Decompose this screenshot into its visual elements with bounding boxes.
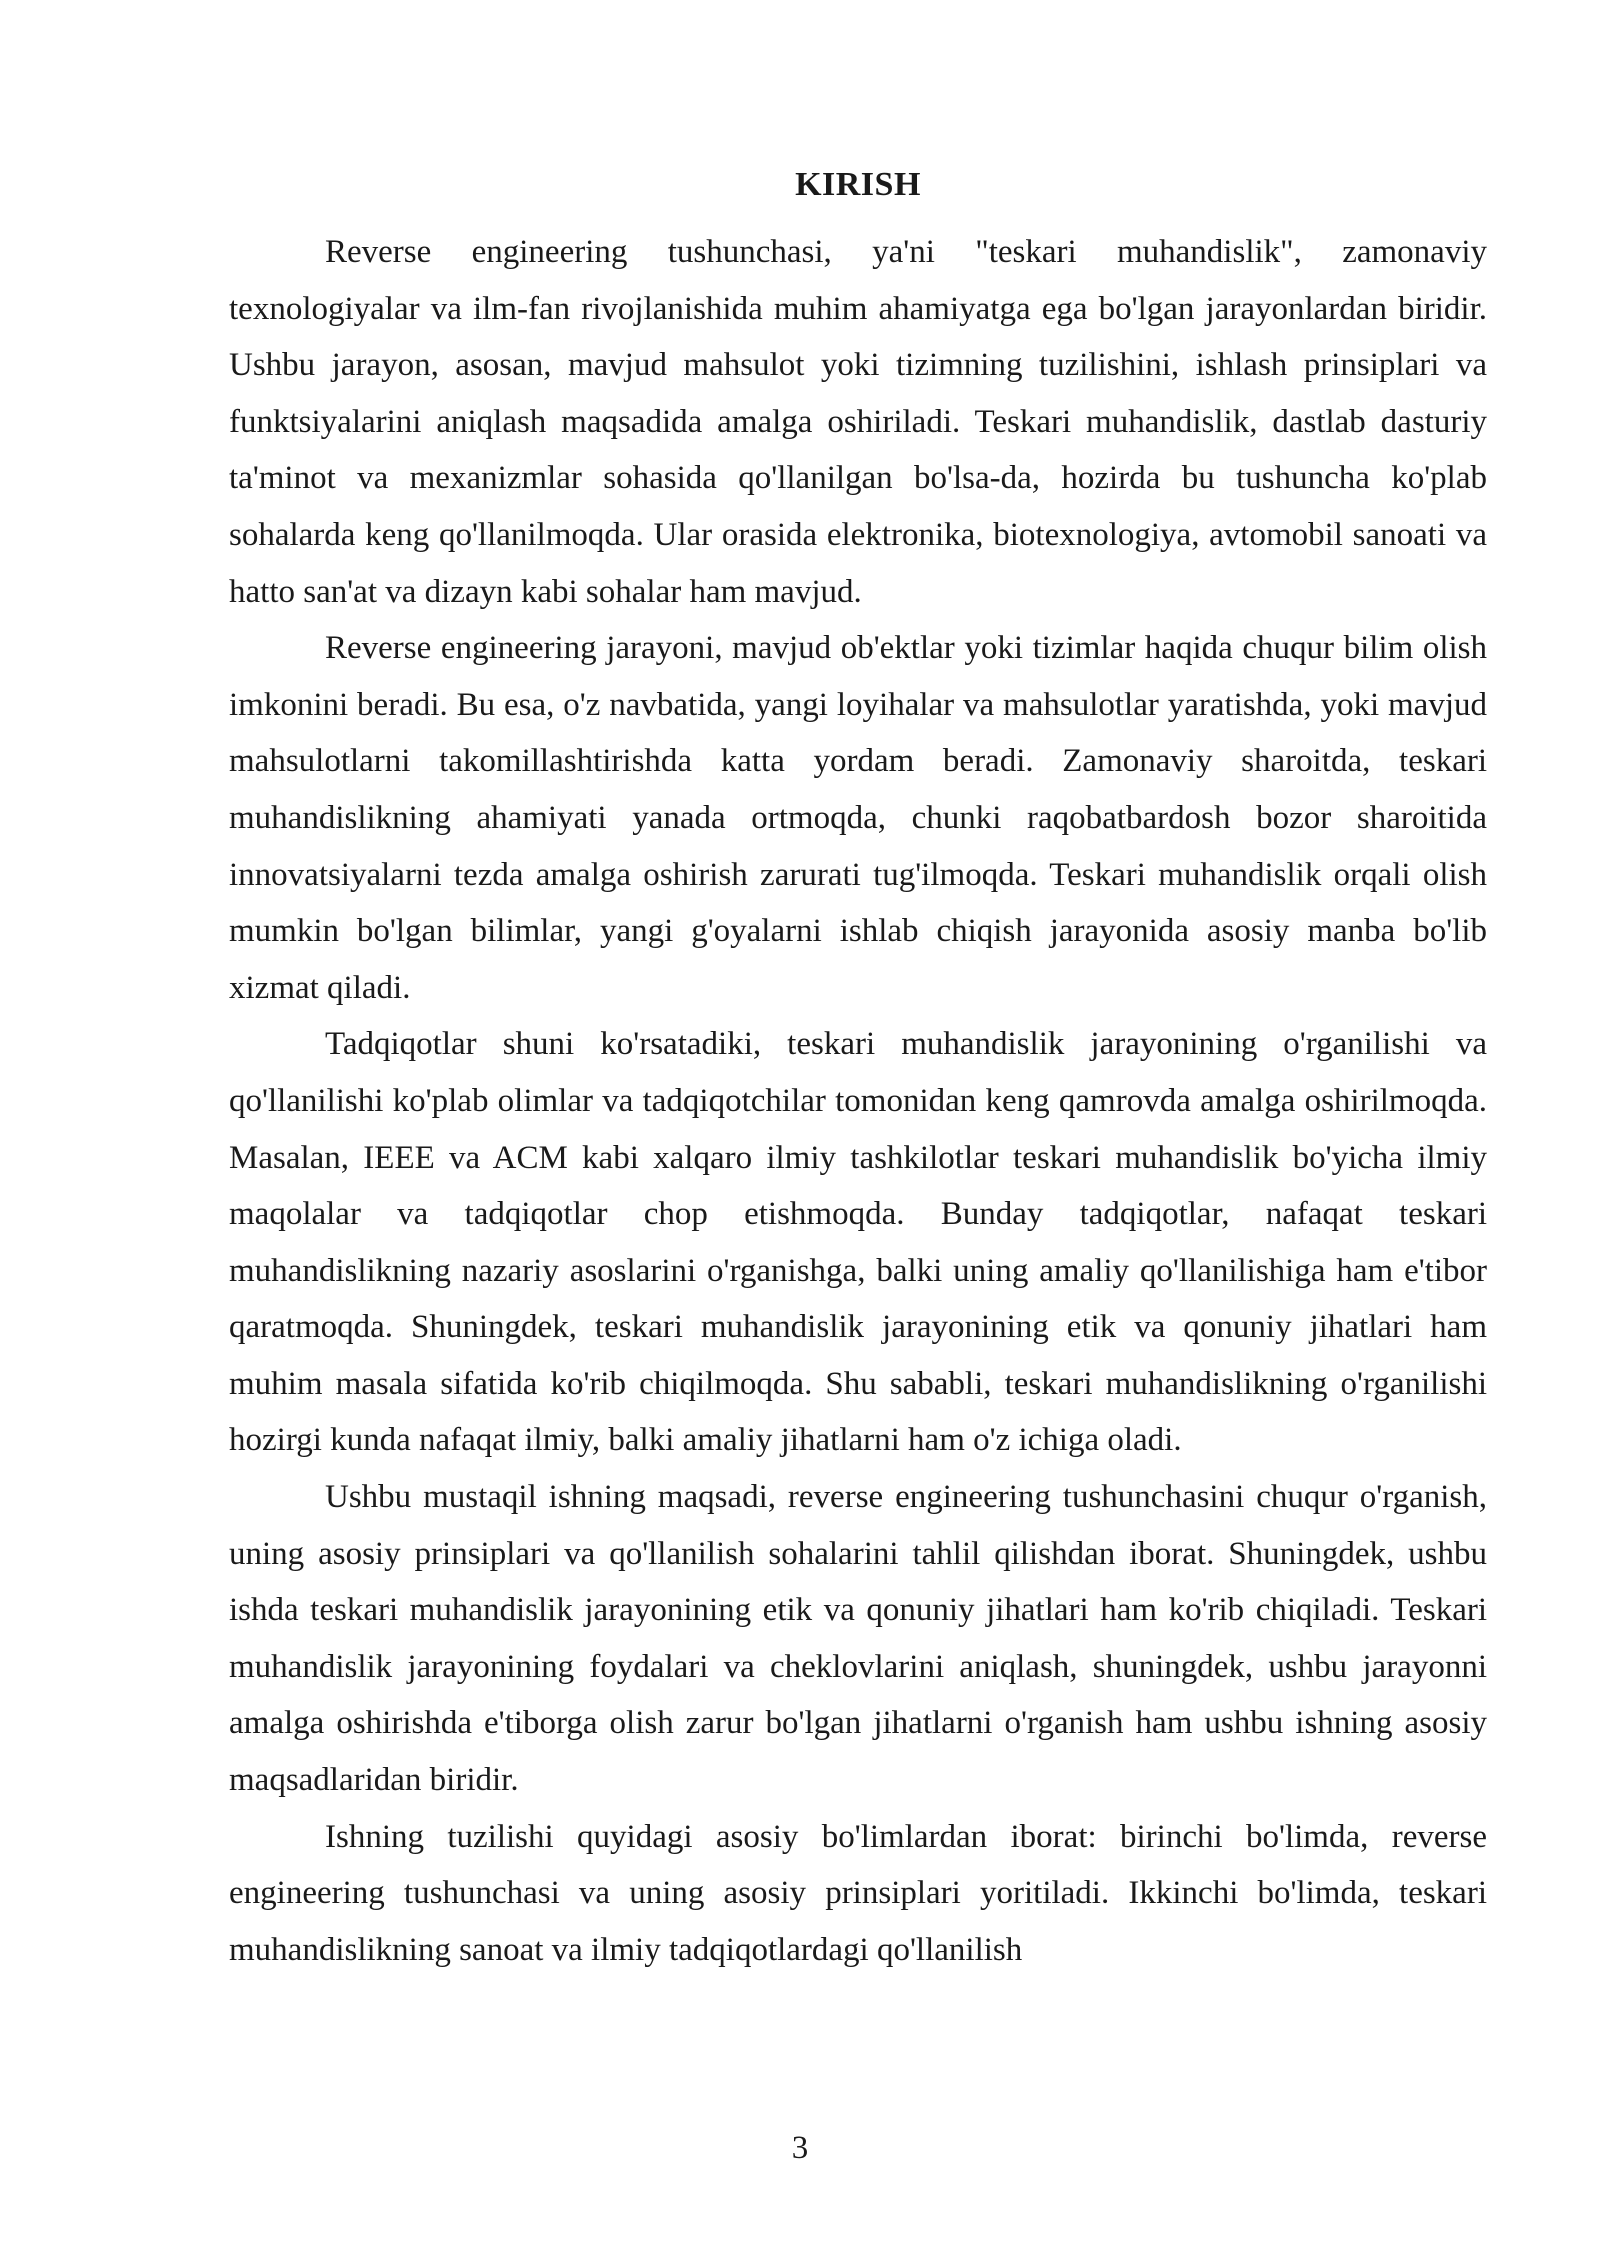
paragraph-5: Ishning tuzilishi quyidagi asosiy bo'limlardan iborat: birinchi bo'limda, reverse engineering tushunchasi va uning asosiy prinsiplari yoritiladi. Ikkinchi bo'limda, teskari muhandislikning sanoat va ilmiy tadqiqotlardagi qo'llanilish <box>229 1818 1487 1968</box>
paragraph-1: Reverse engineering tushunchasi, ya'ni "teskari muhandislik", zamonaviy texnologiyalar va ilm-fan rivojlanishida muhim ahamiyatga ega bo'lgan jarayonlardan biridir. Ushbu jarayon, asosan, mavjud mahsulot yoki tizimning tuzilishini, ishlash prinsiplari va funktsiyalarini aniqlash maqsadida amalga oshiriladi. Teskari muhandislik, dastlab dasturiy ta'minot va mexanizmlar sohasida qo'llanilgan bo'lsa-da, hozirda bu tushuncha ko'plab sohalarda keng qo'llanilmoqda. Ular orasida elektronika, biotexnologiya, avtomobil sanoati va hatto san'at va dizayn kabi sohalar ham mavjud. <box>229 234 1487 610</box>
paragraph-2: Reverse engineering jarayoni, mavjud ob'ektlar yoki tizimlar haqida chuqur bilim olish imkonini beradi. Bu esa, o'z navbatida, yangi loyihalar va mahsulotlar yaratishda, yoki mavjud mahsulotlarni takomillashtirishda katta yordam beradi. Zamonaviy sharoitda, teskari muhandislikning ahamiyati yanada ortmoqda, chunki raqobatbardosh bozor sharoitida innovatsiyalarni tezda amalga oshirish zarurati tug'ilmoqda. Teskari muhandislik orqali olish mumkin bo'lgan bilimlar, yangi g'oyalarni ishlab chiqish jarayonida asosiy manba bo'lib xizmat qiladi. <box>229 630 1487 1006</box>
document-body <box>229 160 1487 1978</box>
page-number: 3 <box>791 2130 809 2166</box>
section-title: KIRISH <box>795 166 921 203</box>
paragraph-4: Ushbu mustaqil ishning maqsadi, reverse engineering tushunchasini chuqur o'rganish, uning asosiy prinsiplari va qo'llanilish sohalarini tahlil qilishdan iborat. Shuningdek, ushbu ishda teskari muhandislik jarayonining etik va qonuniy jihatlari ham ko'rib chiqiladi. Teskari muhandislik jarayonining foydalari va cheklovlarini aniqlash, shuningdek, ushbu jarayonni amalga oshirishda e'tiborga olish zarur bo'lgan jihatlarni o'rganish ham ushbu ishning asosiy maqsadlaridan biridir. <box>229 1479 1487 1799</box>
paragraph-3: Tadqiqotlar shuni ko'rsatadiki, teskari muhandislik jarayonining o'rganilishi va qo'llanilishi ko'plab olimlar va tadqiqotchilar tomonidan keng qamrovda amalga oshirilmoqda. Masalan, IEEE va ACM kabi xalqaro ilmiy tashkilotlar teskari muhandislik bo'yicha ilmiy maqolalar va tadqiqotlar chop etishmoqda. Bunday tadqiqotlar, nafaqat teskari muhandislikning nazariy asoslarini o'rganishga, balki uning amaliy qo'llanilishiga ham e'tibor qaratmoqda. Shuningdek, teskari muhandislik jarayonining etik va qonuniy jihatlari ham muhim masala sifatida ko'rib chiqilmoqda. Shu sababli, teskari muhandislikning o'rganilishi hozirgi kunda nafaqat ilmiy, balki amaliy jihatlarni ham o'z ichiga oladi. <box>229 1026 1487 1459</box>
